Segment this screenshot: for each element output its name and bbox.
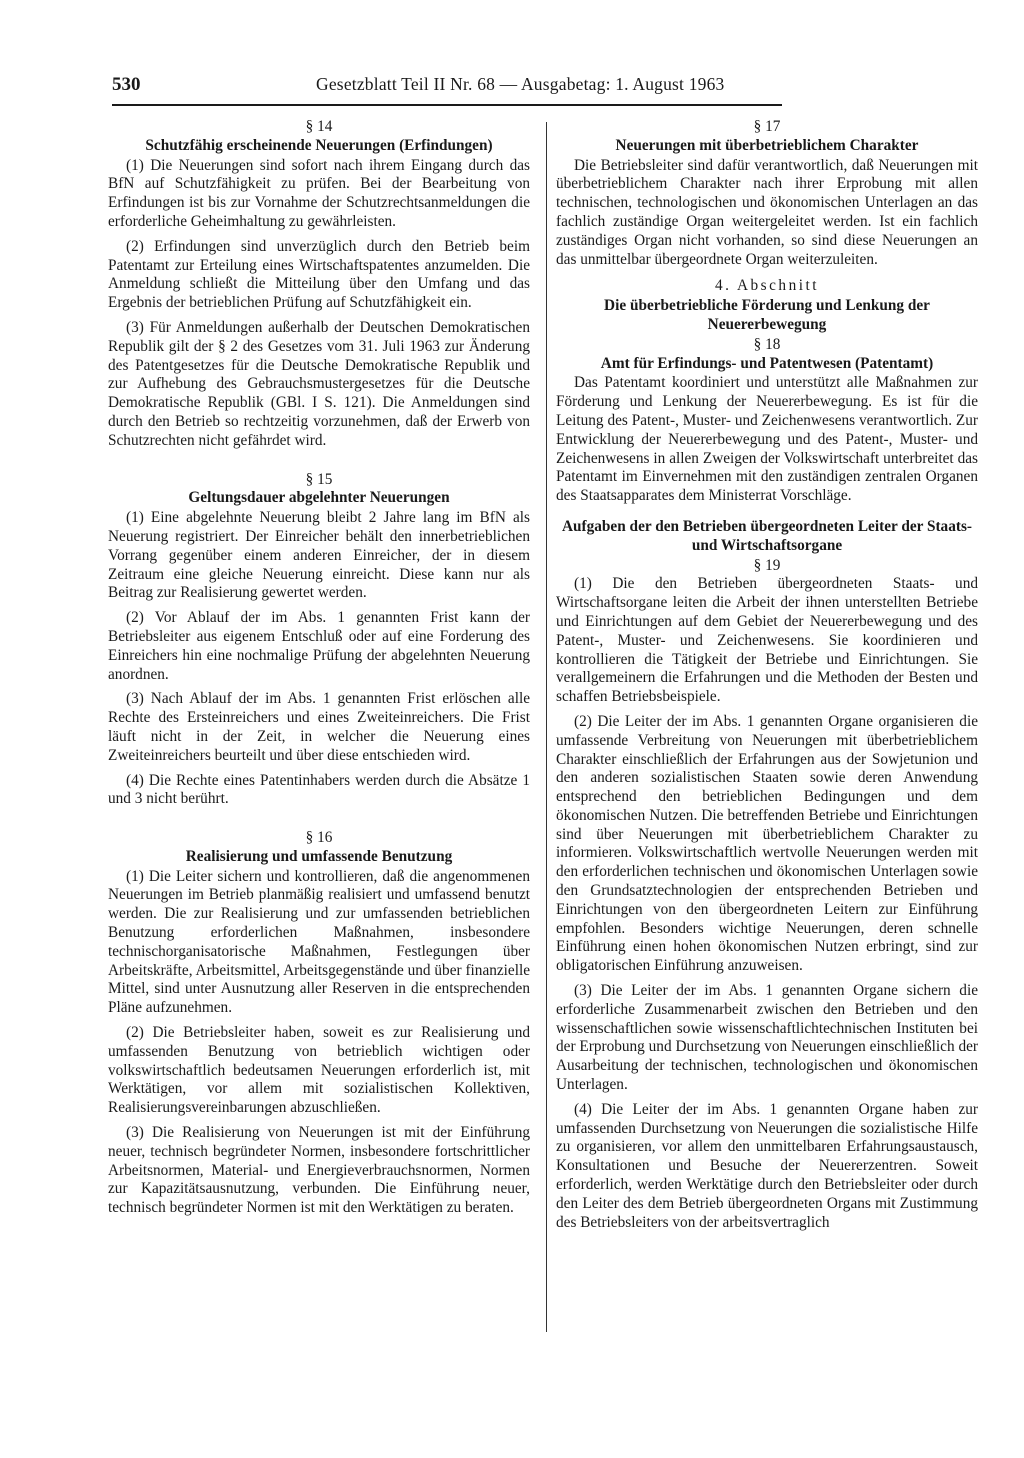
right-column <box>556 118 978 1238</box>
section-17 <box>556 118 978 269</box>
section-number: § 16 <box>305 829 333 847</box>
paragraph: Die Betriebsleiter sind dafür verantwortlich, daß Neuerungen mit überbetrieblichem Charakter nach ihrer Erprobung mit allen technischen, technologischen und ökonomischen Unterlagen an das fachlich zuständige Organ weitergeleitet werden. Ist ein fachlich zuständiges Organ nicht vorhanden, so sind diese Neuerungen an das unmittelbar übergeordnete Organ weiterzuleiten. <box>556 156 978 268</box>
paragraph: (3) Die Realisierung von Neuerungen ist mit der Einführung neuer, technisch begründeter Normen, insbesondere fortschrittlicher Arbeitsnormen, Material- und Energieverbrauchsnormen, Normen zur Kapazitätsausnutzung, verbunden. Die Einführung neuer, technisch begründeter Normen ist mit den Werktätigen zu beraten. <box>108 1124 530 1217</box>
paragraph: (1) Die Neuerungen sind sofort nach ihrem Eingang durch das BfN auf Schutzfähigkeit zu prüfen. Bei der Bearbeitung von Erfindungen ist bis zur Vornahme der Schutzrechtsanmeldungen die erforderliche Geheimhaltung zu gewährleisten. <box>108 156 530 230</box>
column-divider <box>546 122 547 1332</box>
section-14 <box>108 118 530 451</box>
section-heading: Aufgaben der den Betrieben übergeordneten Leiter der Staats- und Wirtschaftsorgane <box>561 517 972 554</box>
section-16 <box>108 829 530 1218</box>
chapter-title: Die überbetriebliche Förderung und Lenkung der Neuererbewegung <box>604 297 930 333</box>
section-15 <box>108 471 530 810</box>
section-number: § 19 <box>753 556 781 574</box>
paragraph: (2) Die Leiter der im Abs. 1 genannten Organe organisieren die umfassende Verbreitung von Neuerungen mit überbetrieblichem Charakter einschließlich der Erfahrungen aus der Sowjetunion und den anderen sozialistischen Staaten sowie deren Anwendung entsprechend den betrieblichen Bedingungen und dem ökonomischen Nutzen. Die betreffenden Betriebe und Einrichtungen sind über Neuerungen mit überbetrieblichem Charakter zu informieren. Volkswirtschaftlich wertvolle Neuerungen werden mit den erforderlichen technischen und ökonomischen Unterlagen sowie den Grundsatztechnologien der entsprechenden Betrieben und Einrichtungen von den übergeordneten Leitern zur Einführung empfohlen. Besonders wichtige Neuerungen, deren schnelle Einführung einen hohen ökonomischen Nutzen erbringt, sind zur obligatorischen Einführung anzuweisen. <box>556 712 978 975</box>
paragraph: (2) Vor Ablauf der im Abs. 1 genannten Frist kann der Betriebsleiter aus eigenem Entschluß oder auf eine Forderung des Einreichers hin eine nochmalige Prüfung der abgelehnten Neuerung anordnen. <box>108 609 530 683</box>
section-number: § 15 <box>305 470 333 488</box>
left-column <box>108 118 530 1224</box>
running-title: Gesetzblatt Teil II Nr. 68 — Ausgabetag: 1. August 1963 <box>316 74 725 94</box>
section-number: § 17 <box>753 118 781 135</box>
section-18 <box>556 336 978 506</box>
paragraph: (3) Für Anmeldungen außerhalb der Deutschen Demokratischen Republik gilt der § 2 des Gesetzes vom 31. Juli 1963 zur Änderung des Patentgesetzes für die Deutsche Demokratische Republik und zur Aufhebung des Gebrauchsmustergesetzes für die Deutsche Demokratische Republik (GBl. I S. 121). Die Anmeldungen sind durch den Betrieb so rechtzeitig vorzunehmen, daß der Erwerb von Schutzrechten nicht gefährdet wird. <box>108 318 530 449</box>
section-title: Schutzfähig erscheinende Neuerungen (Erfindungen) <box>145 136 493 154</box>
paragraph: (2) Die Betriebsleiter haben, soweit es zur Realisierung und umfassenden Benutzung von betrieblich wichtigen oder volkswirtschaftlich bedeutsamen Neuerungen erforderlich ist, mit Werktätigen, vor allem mit sozialistischen Kollektiven, Realisierungsvereinbarungen abzuschließen. <box>108 1024 530 1117</box>
section-title: Amt für Erfindungs- und Patentwesen (Patentamt) <box>600 354 934 372</box>
paragraph: (1) Eine abgelehnte Neuerung bleibt 2 Jahre lang im BfN als Neuerung registriert. Der Einreicher behält den innerbetrieblichen Vorrang gegenüber einem anderen Einreicher, der in diesem Zeitraum eine gleiche Neuerung einreicht. Diese kann nur als Beitrag zur Realisierung gewertet werden. <box>108 509 530 602</box>
paragraph: (3) Die Leiter der im Abs. 1 genannten Organe sichern die erforderliche Zusammenarbeit zwischen den Betrieben und den wissenschaftlichen sowie wissenschaftlichtechnischen Instituten bei der Erprobung und Durchsetzung von Neuerungen einschließlich der Ausarbeitung der technischen, technologischen und ökonomischen Unterlagen. <box>556 982 978 1094</box>
section-title: Neuerungen mit überbetrieblichem Charakter <box>615 136 919 154</box>
paragraph: (1) Die Leiter sichern und kontrollieren, daß die angenommenen Neuerungen im Betrieb planmäßig realisiert und umfassend benutzt werden. Die zur Realisierung und zur umfassenden betrieblichen Benutzung erforderlichen Maßnahmen, insbesondere technischorganisatorische Maßnahmen, Festlegungen über Arbeitskräfte, Arbeitsmittel, Arbeitsgegenstände und über finanzielle Mittel, sind unter Ausnutzung aller Reserven in die entsprechenden Pläne aufzunehmen. <box>108 867 530 1017</box>
paragraph: (4) Die Leiter der im Abs. 1 genannten Organe haben zur umfassenden Durchsetzung von Neuerungen die sozialistische Hilfe zu organisieren, vor allem den unmittelbaren Erfahrungsaustausch, Konsultationen und Besuche der Neuererzentren. Soweit erforderlich, werden Werktätige durch den Betriebsleiter oder durch den Leiter des dem Betrieb übergeordneten Organs mit Zustimmung des Betriebsleiters von der arbeitsvertraglich <box>556 1100 978 1231</box>
page-header <box>112 72 782 106</box>
paragraph: (4) Die Rechte eines Patentinhabers werden durch die Absätze 1 und 3 nicht berührt. <box>108 771 530 808</box>
paragraph: (3) Nach Ablauf der im Abs. 1 genannten Frist erlöschen alle Rechte des Ersteinreichers und eines Zweiteinreichers. Die Frist läuft nicht in der Zeit, in welcher die Neuerung eines Zweiteinreichers beurteilt und über diese entschieden wird. <box>108 690 530 764</box>
page-number: 530 <box>112 74 141 95</box>
section-number: § 14 <box>305 118 333 135</box>
section-number: § 18 <box>753 335 781 353</box>
paragraph: Das Patentamt koordiniert und unterstützt alle Maßnahmen zur Förderung und Lenkung der Neuererbewegung. Es ist für die Leitung des Patent-, Muster- und Zeichenwesens verantwortlich. Zur Entwicklung der Neuererbewegung und des Patent-, Muster- und Zeichenwesens in allen Zweigen der Volkswirtschaft unterbreitet das Patentamt im Einvernehmen mit den zuständigen zentralen Organen des Staatsapparates dem Ministerrat Vorschläge. <box>556 374 978 505</box>
section-title: Realisierung und umfassende Benutzung <box>185 847 453 865</box>
paragraph: (1) Die den Betrieben übergeordneten Staats- und Wirtschaftsorgane leiten die Arbeit der ihnen unterstellten Betriebe und Einrichtungen auf dem Gebiet der Neuererbewegung und des Patent-, Muster- und Zeichenwesens. Sie koordinieren und kontrollieren die Tätigkeit der Betriebe und Einrichtungen. Sie verallgemeinern die Erfahrungen und die Methoden der Besten und schaffen Betriebsbeispiele. <box>556 575 978 706</box>
chapter-label: 4. Abschnitt <box>715 277 819 295</box>
section-title: Geltungsdauer abgelehnter Neuerungen <box>188 489 450 507</box>
paragraph: (2) Erfindungen sind unverzüglich durch den Betrieb beim Patentamt zur Erteilung eines Wirtschaftspatentes anzumelden. Die Anmeldung schließt die Mitteilung über den Umfang und das Ergebnis der betrieblichen Prüfung auf Schutzfähigkeit ein. <box>108 237 530 312</box>
section-19 <box>556 518 978 1232</box>
